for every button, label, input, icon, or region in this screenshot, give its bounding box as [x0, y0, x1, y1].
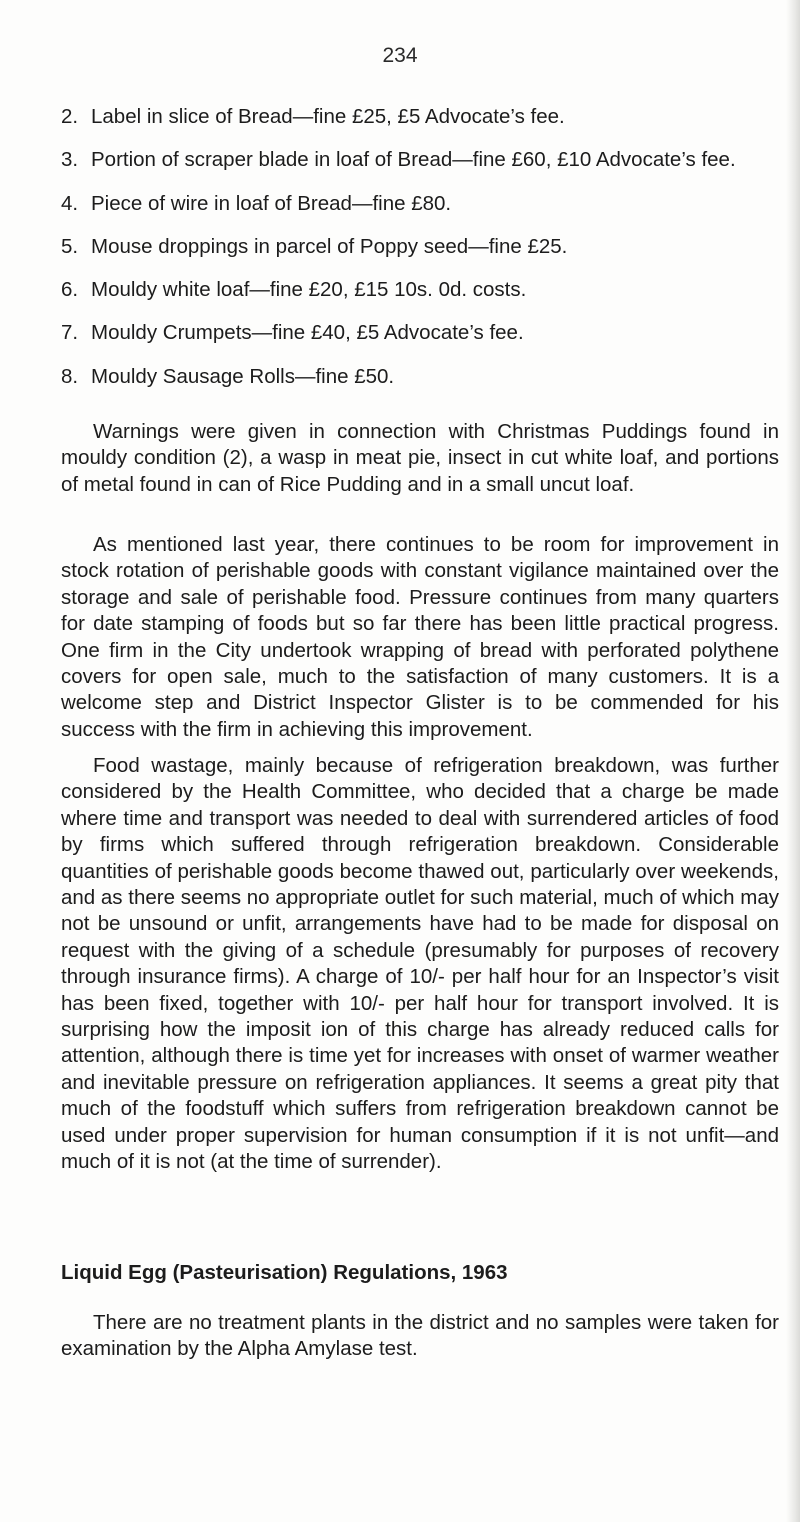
list-item-number: 5.: [61, 234, 79, 258]
list-item-text: Mouldy Crumpets—fine £40, £5 Advocate’s fee.: [91, 321, 524, 345]
list-item-text: Piece of wire in loaf of Bread—fine £80.: [91, 191, 452, 215]
page-edge-shadow: [786, 0, 800, 1522]
warnings-paragraph: Warnings were given in connection with Christmas Puddings found in mouldy condition (2), a wasp in meat pie, insect in cut white loaf, and portions of metal found in can of Rice Pudding and in a small uncut loaf.: [61, 420, 779, 496]
food-wastage-paragraph: Food wastage, mainly because of refrigeration breakdown, was further considered by the Health Committee, who decided that a charge be made where time and transport was needed to deal with surrendered articles of food by firms which suffered through refrigeration breakdown. Considerable quantities of perishable goods become thawed out, particularly over weekends, and as there seems no appropriate outlet for such material, much of which may not be unsound or unfit, arrangements have had to be made for disposal on request with the giving of a schedule (presumably for purposes of recovery through insurance firms). A charge of 10/- per half hour for an Inspector’s visit has been fixed, together with 10/- per half hour for transport involved. It is surprising how the imposit ion of this charge has already reduced calls for attention, although there is time yet for increases with onset of warmer weather and inevitable pressure on refrigeration appliances. It seems a great pity that much of the foodstuff which suffers from refrigeration breakdown cannot be used under proper supervision for human consumption if it is not unfit—and much of it is not (at the time of surrender).: [61, 754, 779, 1174]
list-item-number: 2.: [61, 105, 79, 128]
list-item-number: 4.: [61, 191, 79, 215]
list-item-text: Mouldy white loaf—fine £20, £15 10s. 0d. costs.: [91, 278, 527, 302]
list-item-number: 7.: [61, 321, 79, 345]
stock-rotation-paragraph: As mentioned last year, there continues to be room for improvement in stock rotation of perishable goods with constant vigilance maintained over the storage and sale of perishable food. Pressure continues from many quarters for date stamping of foods but so far there has been little practical progress. One firm in the City undertook wrapping of bread with perforated polythene covers for open sale, much to the satisfaction of many customers. It is a welcome step and District Inspector Glister is to be commended for his success with the firm in achieving this improvement.: [61, 533, 779, 741]
list-item-text: Mouse droppings in parcel of Poppy seed—fine £25.: [91, 234, 568, 258]
list-item-text: Mouldy Sausage Rolls—fine £50.: [91, 364, 395, 388]
page-number: 234: [382, 44, 418, 67]
list-item: [61, 147, 781, 173]
list-item-text: Label in slice of Bread—fine £25, £5 Advocate’s fee.: [91, 105, 565, 128]
list-item-number: 3.: [61, 148, 79, 172]
list-item: [61, 104, 781, 130]
liquid-egg-paragraph: There are no treatment plants in the district and no samples were taken for examination by the Alpha Amylase test.: [61, 1311, 779, 1361]
list-item: [61, 277, 781, 303]
list-item-number: 6.: [61, 278, 79, 302]
list-item: [61, 191, 781, 217]
list-item: [61, 320, 781, 346]
list-item: [61, 364, 781, 390]
prosecution-list: [61, 104, 781, 407]
list-item-text: Portion of scraper blade in loaf of Bread—fine £60, £10 Advocate’s fee.: [91, 148, 736, 172]
section-heading: Liquid Egg (Pasteurisation) Regulations, 1963: [61, 1261, 508, 1284]
list-item: [61, 234, 781, 260]
list-item-number: 8.: [61, 364, 79, 388]
